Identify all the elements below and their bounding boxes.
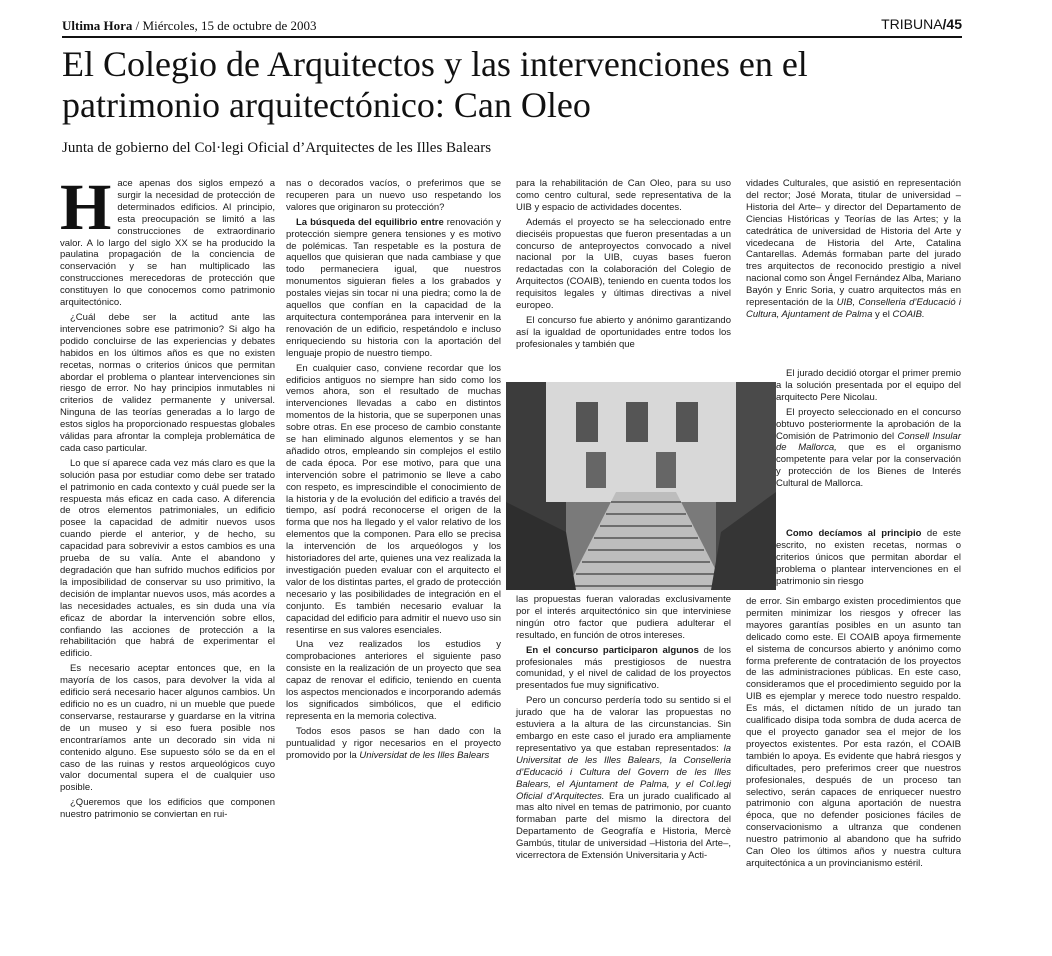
paragraph bbox=[516, 695, 731, 862]
article-column-4-top bbox=[746, 178, 961, 324]
paragraph: Es necesario aceptar entonces que, en la mayoría de los casos, para devolver la vida al edificio será necesario hacer algunos cambios. Un edificio no es un cuadro, ni un mueble que puede conservarse, restaurarse y guardarse en la vitrina de un museo y si eso fuera posible nos encontraríamos ante un decorado sin vida ni contenido alguno. Ese supuesto sólo se da en el caso de las ruinas y restos arqueológicos cuyo valor documental supera el de cualquier uso posible. bbox=[60, 663, 275, 794]
building-staircase-photo bbox=[506, 382, 776, 590]
paragraph-text: vidades Culturales, que asistió en representación del rector; José Morata, titular de universidad –Historia del Arte– y director del Departamento de Ciencias Históricas y Teorías de las Artes; y la catedrática de universidad de Historia del Arte y vicedecana de Historia del Arte, Catalina Cantarellas. Además formaban parte del jurado tres arquitectos de reconocido prestigio a nivel nacional como son Ángel Fernández Alba, Mariano Bayón y Enric Soria, y cuatro arquitectos más en representación de la bbox=[746, 178, 961, 309]
paragraph-text: de los profesionales más prestigiosos de nuestra comunidad, y el nivel de calidad de los proyectos presentados fue muy significativo. bbox=[516, 644, 731, 692]
paragraph-text: Todos esos pasos se han dado con la puntualidad y rigor necesarios en el proyecto promovido por la bbox=[286, 725, 501, 761]
paragraph-text: ace apenas dos siglos empezó a surgir la necesidad de protección de determinados edificios. Al principio, esta preocupación se limitó a las construcciones de extraordinario valor. A lo largo del siglo XX se ha producido la paulatina propagación de la conciencia de conservación y se han multiplicado las construcciones merecedoras de protección que constituyen lo que conocemos como patrimonio arquitectónico. bbox=[60, 178, 275, 309]
paragraph: Lo que sí aparece cada vez más claro es que la solución pasa por estudiar como debe ser tratado el patrimonio en cada contexto y cuál puede ser la respuesta más eficaz en cada caso. A diferencia de otros elementos patrimoniales, un edificio posee la capacidad de admitir nuevos usos cuando pierde el anterior, y de hecho, su capacidad para sobrevivir a estos cambios es una prueba de su valía. Ante el abandono y degradación que han sufrido muchos edificios por la imposibilidad de conservar su uso primitivo, la decisión de implantar nuevos usos, más acordes a las necesidades actuales, es sin duda una vía eficaz de abordar la intervención sobre ellos, confiando las acciones de protección a la rehabilitación que habrá de experimentar el edificio. bbox=[60, 457, 275, 660]
subhead-lead: La búsqueda del equilibrio entre bbox=[296, 216, 444, 228]
italic-text: UIB, Conselleria d’Educació i Cultura, Ajuntament de Palma bbox=[746, 297, 961, 320]
paragraph-text: Era un jurado cualificado al mas alto nivel en temas de patrimonio, por cuanto formaban parte del mismo la directora del Departamento de Geografía e Historia, Mercè Gambús, titular de universidad –Historia del Arte–, vicerrectora de Extensión Universitaria y Acti- bbox=[516, 790, 731, 862]
paragraph: para la rehabilitación de Can Oleo, para su uso como centro cultural, sede representativa de la UIB y espacio de actividades docentes. bbox=[516, 178, 731, 213]
italic-text: Consell Insular de Mallorca, bbox=[776, 430, 961, 454]
subhead-lead: En el concurso participaron algunos bbox=[526, 644, 699, 656]
paragraph-text: El proyecto seleccionado en el concurso obtuvo posteriormente la aprobación de la Comisión de Patrimonio del bbox=[776, 406, 961, 442]
page-number: /45 bbox=[942, 16, 962, 32]
paragraph-text: que es el organismo competente para velar por la conservación y protección de los Bienes de Interés Cultural de Mallorca. bbox=[776, 442, 961, 490]
paragraph: El concurso fue abierto y anónimo garantizando así la igualdad de oportunidades entre todos los profesionales y también que bbox=[516, 314, 731, 350]
drop-cap: H bbox=[60, 171, 112, 244]
article-column-3-bottom bbox=[516, 594, 731, 865]
paragraph: Además el proyecto se ha seleccionado entre dieciséis propuestas que fueron presentadas a un concurso de anteproyectos convocado a nivel nacional por la UIB, cuyas bases fueron redactadas con la colaboración del Colegio de Arquitectos (COAIB), teniendo en cuenta todos los requisitos legales y últimas directivas a nivel europeo. bbox=[516, 216, 731, 312]
article-column-4-bottom bbox=[746, 596, 961, 873]
paragraph bbox=[60, 171, 275, 309]
paragraph: El jurado decidió otorgar el primer premio a la solución presentada por el equipo del arquitecto Pere Nicolau. bbox=[776, 368, 961, 403]
article-column-1 bbox=[60, 171, 275, 824]
paragraph-text: Pero un concurso perdería todo su sentido si el jurado que ha de valorar las propuestas no estuviera a la altura de las circunstancias. Sin embargo en este caso el jurado era ampliamente representativo ya que estaban representados: bbox=[516, 695, 731, 754]
paragraph: Una vez realizados los estudios y comprobaciones anteriores el siguiente paso consiste en la realización de un proyecto que sea capaz de renovar el edificio, teniendo en cuenta los aspectos mencionados e incorporando además los significados simbólicos, que el edificio representa en la memoria colectiva. bbox=[286, 639, 501, 722]
paragraph: ¿Queremos que los edificios que componen nuestro patrimonio se conviertan en rui- bbox=[60, 797, 275, 821]
issue-date: / Miércoles, 15 de octubre de 2003 bbox=[135, 18, 317, 33]
italic-text: COAIB. bbox=[892, 308, 925, 320]
masthead bbox=[62, 14, 962, 38]
paragraph: nas o decorados vacíos, o preferimos que se recuperen para un nuevo uso respetando los valores que originaron su protección? bbox=[286, 178, 501, 213]
masthead-left bbox=[62, 18, 317, 34]
newspaper-name: Ultima Hora bbox=[62, 18, 133, 33]
article-column-3-top bbox=[516, 178, 731, 354]
paragraph: las propuestas fueran valoradas exclusivamente por el interés arquitectónico sin que interviniese ningún otro factor que pudiera adulterar el resultado, en función de otros intereses. bbox=[516, 594, 731, 641]
paragraph: de error. Sin embargo existen procedimientos que permiten minimizar los riesgos y ofrecer las mayores garantías posibles en un asunto tan delicado como este. El COAIB apoya firmemente el sistema de concursos abierto y anónimo como forma preferente de contratación de los proyectos de las administraciones públicas. En este caso, consideramos que el procedimiento seguido por la UIB es ejemplar y merece todo nuestro respaldo. Es más, el dictamen nítido de un jurado tan cualificado disipa toda sombra de duda acerca de que el proyecto ganador sea el mejor de los proyectos existentes. Por esta razón, el COAIB también lo apoya. Es evidente que habrá riesgos y dificultades, pero preferimos creer que nuestros profesionales, después de un proceso tan selectivo, serán capaces de enriquecer nuestro patrimonio con alguna aportación de nuestra época, que no defender posiciones fáciles de conservacionismo a ultranza que condenen nuestro patrimonio al abandono que ha sufrido Can Oleo los últimos años y nuestra cultura arquitectónica a un provincianismo estéril. bbox=[746, 596, 961, 869]
article-headline: El Colegio de Arquitectos y las intervenciones en el patrimonio arquitectónico: Can Oleo bbox=[62, 44, 808, 125]
article-byline: Junta de gobierno del Col·legi Oficial d’Arquitectes de les Illes Balears bbox=[62, 140, 492, 156]
paragraph bbox=[776, 528, 961, 588]
italic-text: la Universitat de les Illes Balears, la Conselleria d’Educació i Cultura del Govern de les Illes Balears, el Ajuntament de Palma, y el Col.legi Oficial d’Arquitectes. bbox=[516, 742, 731, 802]
paragraph bbox=[746, 178, 961, 321]
article-column-4-middle bbox=[776, 368, 961, 493]
subhead-lead: Como decíamos al principio bbox=[786, 528, 922, 539]
paragraph bbox=[286, 726, 501, 762]
article-column-4-lower bbox=[776, 528, 961, 591]
paragraph-text: y el bbox=[872, 308, 893, 320]
masthead-rule bbox=[62, 36, 962, 38]
paragraph bbox=[776, 407, 961, 490]
paragraph: En cualquier caso, conviene recordar que los edificios antiguos no siempre han sido como los vemos ahora, son el resultado de muchas intervenciones llevadas a cabo en distintos momentos de la historia, que se superponen unas sobre otras. En ese proceso de cambio constante se han eliminado algunos elementos y se han añadido otros, empleando sin complejos el estilo de cada época. Por ese motivo, para que una intervención sobre el patrimonio se lleve a cabo con respeto, es imprescindible el conocimiento de la historia y de la evolución del edificio a través del tiempo, así podrá reconocerse el origen de la forma que nos ha llegado y el valor relativo de los elementos que la componen. Para ello se precisa la intervención de los arqueólogos y los historiadores del arte, quienes una vez realizada la investigación pueden evaluar con el arquitecto el valor de los distintas partes, el grado de protección necesario y las posibilidades de integración en el conjunto. Es también necesario evaluar la capacidad del edificio para admitir el nuevo uso sin resentirse en sus valores esenciales. bbox=[286, 362, 501, 636]
paragraph-text: de este escrito, no existen recetas, normas o criterios únicos que permitan abordar el problema o plantear intervenciones en el patrimonio sin riesgo bbox=[776, 528, 961, 587]
section-name: TRIBUNA bbox=[881, 16, 943, 32]
article-column-2 bbox=[286, 178, 501, 765]
section-page bbox=[881, 16, 962, 32]
paragraph: ¿Cuál debe ser la actitud ante las intervenciones sobre ese patrimonio? Si algo ha podido concluirse de las experiencias y debates habidos en los últimos años es que no existen recetas, normas o criterios únicos que permitan abordar el problema o plantear intervenciones sin riesgo de error. No hay principios inmutables ni criterios de validez permanente y universal. Ninguna de las teorías generadas a lo largo de estos siglos ha proporcionado respuestas globales válidas para afrontar la compleja problemática de cada caso particular. bbox=[60, 311, 275, 454]
paragraph-text: renovación y protección siempre genera tensiones y es motivo de polémicas. Tan respetable es la postura de aquellos que quisieran que nada cambiase y que todo permaneciera igual, que nuestros monumentos siguieran fieles a los grabados y postales viejas sin tocar ni una piedra; como la de aquellos que confían en la capacidad de la arquitectura contemporánea para intervenir en la renovación de un edificio, respetándolo e incluso enriqueciendo su historia con la aportación del lenguaje propio de nuestro tiempo. bbox=[286, 216, 501, 359]
paragraph bbox=[516, 645, 731, 693]
italic-text: Universidat de les Illes Balears bbox=[359, 749, 490, 761]
paragraph bbox=[286, 217, 501, 360]
photo-illustration bbox=[506, 382, 776, 590]
